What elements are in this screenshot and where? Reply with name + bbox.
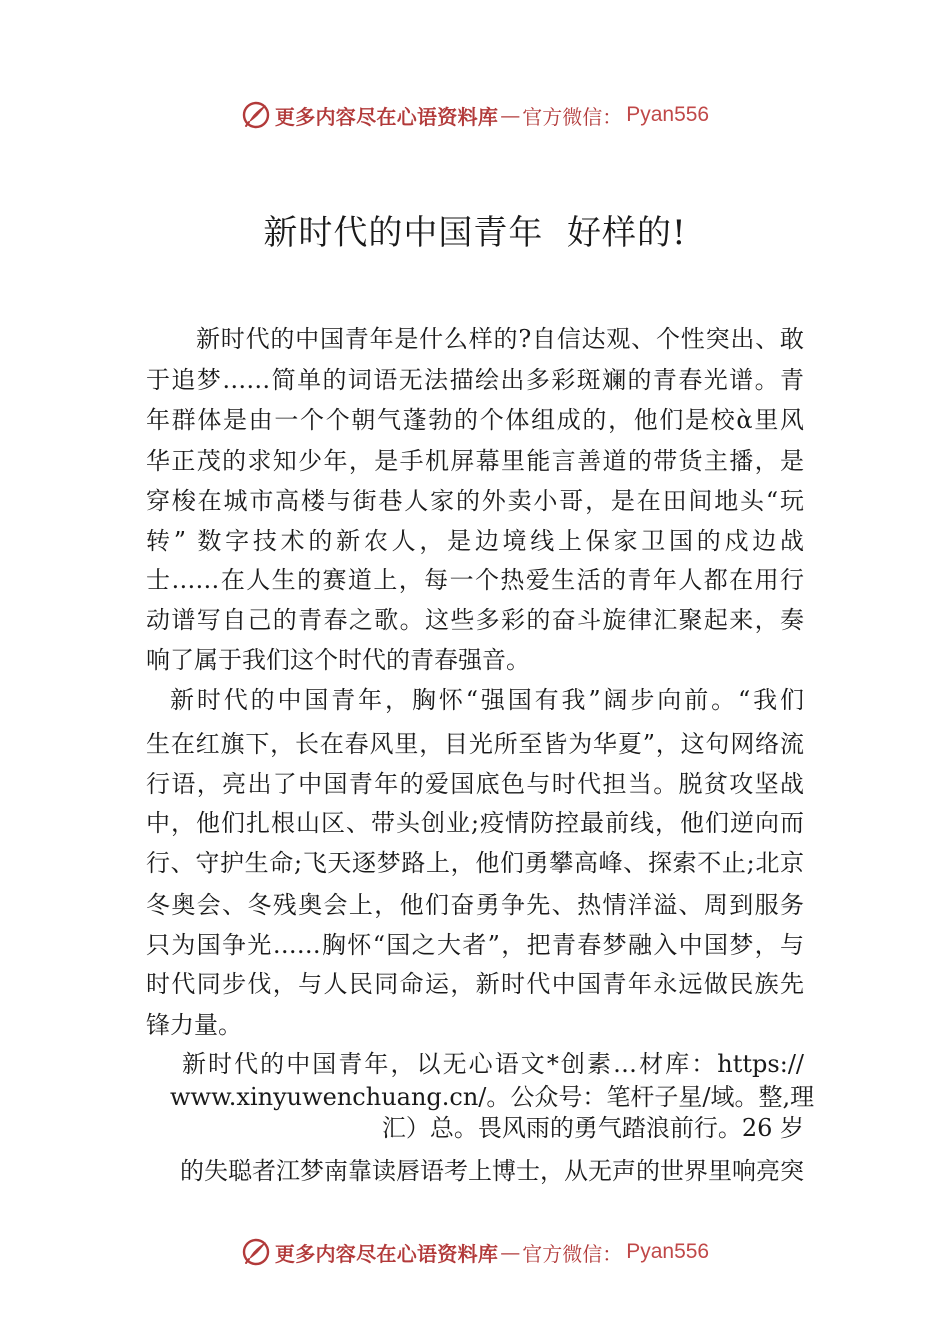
text-line: 锋力量。 bbox=[146, 1011, 242, 1039]
text-line: 只为国争光……胸怀“国之大者”，把青春梦融入中国梦，与 bbox=[146, 931, 804, 959]
text-line: 新时代的中国青年，以无心语文*创素…材库：https:// bbox=[182, 1050, 804, 1078]
text-line: 穿梭在城市高楼与街巷人家的外卖小哥，是在田间地头“玩 bbox=[146, 487, 804, 515]
watermark-text: 更多内容尽在心语资料库 bbox=[274, 104, 499, 129]
text-line: 冬奥会、冬残奥会上，他们奋勇争先、热情洋溢、周到服务 bbox=[146, 891, 804, 919]
watermark-wechat-label: 官方微信： bbox=[522, 1243, 623, 1266]
watermark-wechat-id: Pyan556 bbox=[626, 103, 710, 126]
text-line: 于追梦……简单的词语无法描绘出多彩斑斓的青春光谱。青 bbox=[146, 366, 804, 394]
text-line: 中，他们扎根山区、带头创业;疫情防控最前线，他们逆向而 bbox=[146, 809, 804, 837]
watermark-wechat-id: Pyan556 bbox=[626, 1240, 710, 1263]
watermark-text: 更多内容尽在心语资料库 bbox=[274, 1241, 499, 1266]
footer-watermark bbox=[0, 1232, 950, 1272]
text-line: 士……在人生的赛道上，每一个热爱生活的青年人都在用行 bbox=[146, 566, 804, 594]
header-watermark bbox=[0, 95, 950, 135]
page-title: 新时代的中国青年 好样的! bbox=[263, 213, 687, 253]
text-line: 年群体是由一个个朝气蓬勃的个体组成的，他们是校ὰ里风 bbox=[146, 406, 804, 434]
watermark-wechat-label: 官方微信： bbox=[522, 106, 623, 129]
text-line: 行、守护生命;飞天逐梦路上，他们勇攀高峰、探索不止;北京 bbox=[146, 849, 804, 877]
text-line: 响了属于我们这个时代的青春强音。 bbox=[146, 646, 530, 674]
text-line: 动谱写自己的青春之歌。这些多彩的奋斗旋律汇聚起来，奏 bbox=[146, 606, 804, 634]
watermark-dash: — bbox=[500, 103, 521, 127]
text-line: 的失聪者江梦南靠读唇语考上博士，从无声的世界里响亮突 bbox=[180, 1157, 804, 1185]
watermark-dash: — bbox=[500, 1240, 521, 1264]
text-line: 转” 数字技术的新农人，是边境线上保家卫国的戍边战 bbox=[146, 527, 804, 555]
text-line: 华正茂的求知少年，是手机屏幕里能言善道的带货主播，是 bbox=[146, 447, 804, 475]
quill-pen-logo-icon bbox=[241, 100, 271, 130]
text-line: 汇）总。畏风雨的勇气踏浪前行。26 岁 bbox=[381, 1114, 804, 1142]
text-line: 生在红旗下，长在春风里，目光所至皆为华夏”，这句网络流 bbox=[146, 730, 804, 758]
text-line: 时代同步伐，与人民同命运，新时代中国青年永远做民族先 bbox=[146, 970, 804, 998]
quill-pen-logo-icon bbox=[241, 1237, 271, 1267]
text-line: 行语，亮出了中国青年的爱国底色与时代担当。脱贫攻坚战 bbox=[146, 770, 804, 798]
text-line: 新时代的中国青年，胸怀“强国有我”阔步向前。“我们 bbox=[170, 686, 804, 714]
text-line: 新时代的中国青年是什么样的?自信达观、个性突出、敢 bbox=[196, 325, 804, 353]
text-line: www.xinyuwenchuang.cn/。公众号：笔杆子星/域。整,理 bbox=[170, 1083, 815, 1111]
